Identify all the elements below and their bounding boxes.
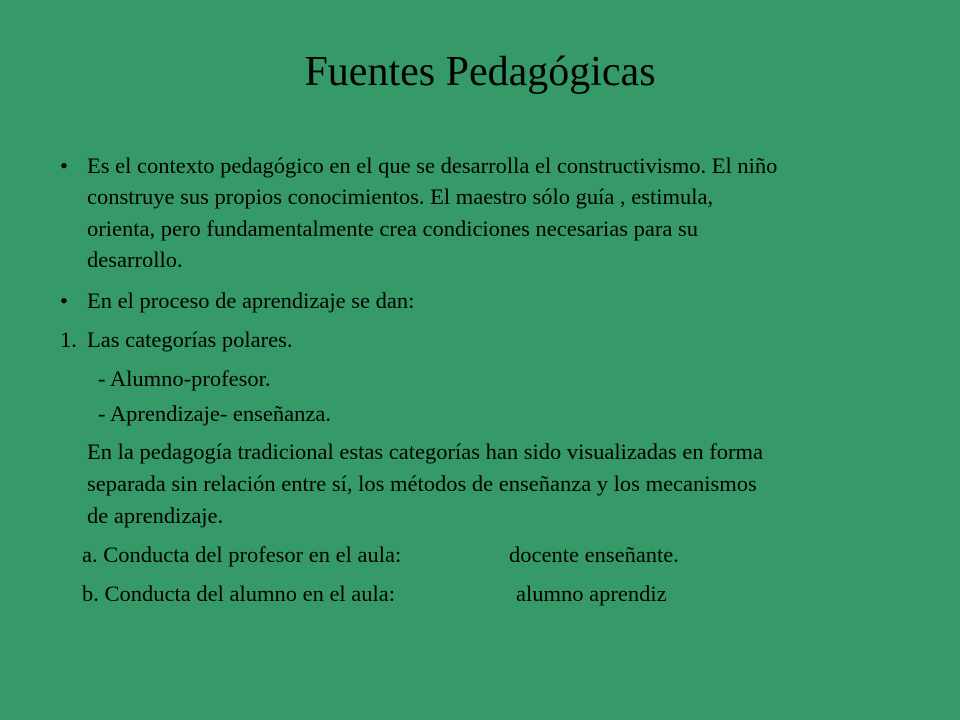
- list-item-text: Las categorías polares.: [87, 327, 293, 352]
- bullet-marker: •: [60, 288, 68, 313]
- sub-item: - Alumno-profesor.: [98, 366, 271, 391]
- paragraph-line: desarrollo.: [87, 247, 183, 272]
- paragraph-line: separada sin relación entre sí, los métodos de enseñanza y los mecanismos: [87, 471, 757, 496]
- paragraph-line: de aprendizaje.: [87, 503, 224, 528]
- paragraph-line: orienta, pero fundamentalmente crea condiciones necesarias para su: [87, 216, 698, 241]
- slide-title: Fuentes Pedagógicas: [304, 49, 656, 95]
- paragraph-line: construye sus propios conocimientos. El maestro sólo guía , estimula,: [87, 184, 714, 209]
- sub-item: - Aprendizaje- enseñanza.: [98, 401, 331, 426]
- conduct-label: a. Conducta del profesor en el aula:: [82, 542, 402, 567]
- paragraph-line: En la pedagogía tradicional estas categorías han sido visualizadas en forma: [87, 439, 763, 464]
- conduct-value: alumno aprendiz: [516, 581, 667, 606]
- paragraph-line: Es el contexto pedagógico en el que se desarrolla el constructivismo. El niño: [87, 153, 778, 178]
- conduct-label: b. Conducta del alumno en el aula:: [82, 581, 396, 606]
- bullet-marker: •: [60, 153, 68, 178]
- paragraph-line: En el proceso de aprendizaje se dan:: [87, 288, 415, 313]
- list-number: 1.: [60, 327, 77, 352]
- conduct-value: docente enseñante.: [509, 542, 679, 567]
